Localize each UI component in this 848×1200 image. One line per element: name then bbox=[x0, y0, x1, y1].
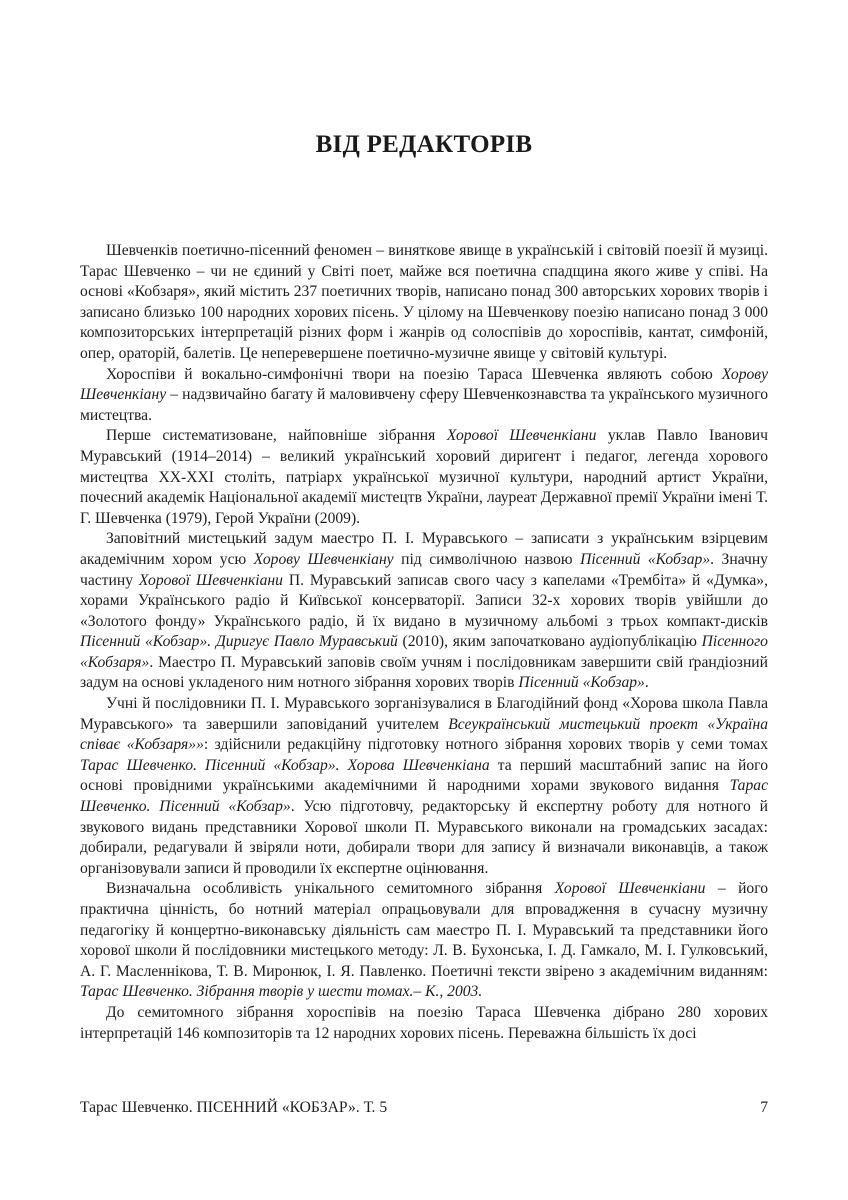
paragraph bbox=[80, 879, 768, 1003]
text-run: . Маестро П. Муравський заповів своїм учням і послідовникам завершити свій ґрандіозний задум на основі укладеного ним нотного зібрання хорових творів bbox=[80, 653, 768, 692]
text-run: Шевченків поетично-пісенний феномен – виняткове явище в українській і світовій поезії й музиці. Тарас Шевченко – чи не єдиний у Світі поет, майже вся поетична спадщина якого живе у співі. На основі «Кобзаря», який містить 237 поетичних творів, написано понад 300 авторських хорових творів і записано близько 100 народних хорових пісень. У цілому на Шевченкову поезію написано понад 3 000 композиторських інтерпретацій різних форм і жанрів од солоспівів до хороспівів, кантат, симфоній, опер, ораторій, балетів. Це неперевершене поетично-музичне явище у світовій культурі. bbox=[80, 242, 768, 362]
italic-text-run: Хорової Шевченкіани bbox=[554, 880, 706, 898]
italic-text-run: Тарас Шевченко. Пісенний «Кобзар». Хорова Шевченкіана bbox=[80, 756, 490, 774]
text-run: Учні й послідовники П. І. Муравського зорганізувалися в Благодійний фонд «Хорова школа Павла Муравського» та завершили заповіданий учителем bbox=[80, 695, 768, 733]
paragraph bbox=[80, 426, 768, 529]
body-text bbox=[80, 241, 768, 1044]
italic-text-run: Тарас Шевченко. Зібрання творів у шести томах.– К., 2003. bbox=[80, 983, 483, 1001]
text-run: під символічною назвою bbox=[393, 550, 581, 568]
text-run: . Значну частину bbox=[80, 550, 768, 589]
paragraph bbox=[80, 365, 768, 427]
paragraph bbox=[80, 1003, 768, 1044]
text-run: Заповітний мистецький задум маестро П. І. Муравського – записати з українським взірцевим академічним хором усю bbox=[80, 530, 768, 568]
text-run: До семитомного зібрання хороспівів на поезію Тараса Шевченка дібрано 280 хорових інтерпретацій 146 композиторів та 12 народних хорових пісень. Переважна більшість їх досі bbox=[80, 1003, 768, 1042]
text-run: (2010), яким започатковано аудіопублікацію bbox=[397, 633, 702, 651]
italic-text-run: Пісенний «Кобзар» bbox=[518, 674, 645, 692]
text-run: та перший масштабний запис на його основі провідними українськими академічними й народними хорами звукового видання bbox=[80, 756, 768, 795]
italic-text-run: Хорову Шевченкіану bbox=[253, 550, 394, 568]
text-run: Визначальна особливість унікального семитомного зібрання bbox=[106, 880, 555, 898]
italic-text-run: Хорової Шевченкіани bbox=[138, 571, 283, 589]
italic-text-run: Хорову Шевченкіану bbox=[80, 365, 768, 404]
page-title: ВІД РЕДАКТОРІВ bbox=[315, 131, 533, 158]
text-run: уклав Павло Іванович Муравський (1914–2014) – великий український хоровий диригент і педагог, легенда хорового мистецтва ХХ-ХХІ століть, патріарх української музичної культури, народний артист України, почесний академік Національної академії мистецтв України, лауреат Державної премії України імені Т. Г. Шевченка (1979), Герой України (2009). bbox=[80, 427, 768, 527]
text-run: – його практична цінність, бо нотний матеріал опрацьовували для впровадження в сучасну музичну педагогіку й концертно-виконавську діяльність сам маестро П. І. Муравський та представники його хорової школи й послідовники мистецького методу: Л. В. Бухонська, І. Д. Гамкало, М. І. Гулковський, А. Г. Масленнікова, Т. В. Миронюк, І. Я. Павленко. Поетичні тексти звірено з академічним виданням: bbox=[80, 880, 769, 980]
italic-text-run: Хорової Шевченкіани bbox=[446, 427, 597, 445]
text-run: . bbox=[644, 674, 649, 692]
page-number: 7 bbox=[760, 1099, 768, 1116]
text-run: – надзвичайно багату й маловивчену сферу Шевченкознавства та українського музичного мистецтва. bbox=[80, 386, 768, 424]
italic-text-run: Тарас Шевченко. Пісенний «Кобзар» bbox=[80, 777, 768, 816]
paragraph bbox=[80, 529, 768, 694]
text-run: : здійснили редакційну підготовку нотного зібрання хорових творів у семи томах bbox=[203, 736, 769, 754]
text-run: Хороспіви й вокально-симфонічні твори на поезію Тараса Шевченка являють собою bbox=[106, 365, 722, 383]
text-run: . Усю підготовчу, редакторську й експертну роботу для нотного й звукового видань представники Хорової школи П. Муравського виконали на громадських засадах: добирали, редагували й звіряли ноти, добирали твори для запису й визначали виконавців, а також організовували записи й проводили їх експертне оцінювання. bbox=[80, 798, 768, 877]
page-footer bbox=[80, 1099, 768, 1117]
paragraph bbox=[80, 241, 768, 365]
italic-text-run: Пісенний «Кобзар» bbox=[580, 550, 711, 568]
paragraph bbox=[80, 694, 768, 879]
italic-text-run: Пісенного «Кобзаря» bbox=[80, 633, 768, 671]
text-run: Перше систематизоване, найповніше зібрання bbox=[106, 427, 447, 445]
italic-text-run: Пісенний «Кобзар». Диригує Павло Муравський bbox=[80, 633, 398, 651]
italic-text-run: Всеукраїнський мистецький проект «Україна співає «Кобзаря»» bbox=[80, 715, 769, 754]
running-title: Тарас Шевченко. ПІСЕННИЙ «КОБЗАР». Т. 5 bbox=[80, 1099, 388, 1116]
text-run: П. Муравський записав свого часу з капелами «Трембіта» й «Думка», хорами Українського радіо й Київської консерваторії. Записи 32-х хорових творів увійшли до «Золотого фонду» Українського радіо, й їх видано в музичному альбомі з трьох компакт-дисків bbox=[80, 571, 769, 630]
